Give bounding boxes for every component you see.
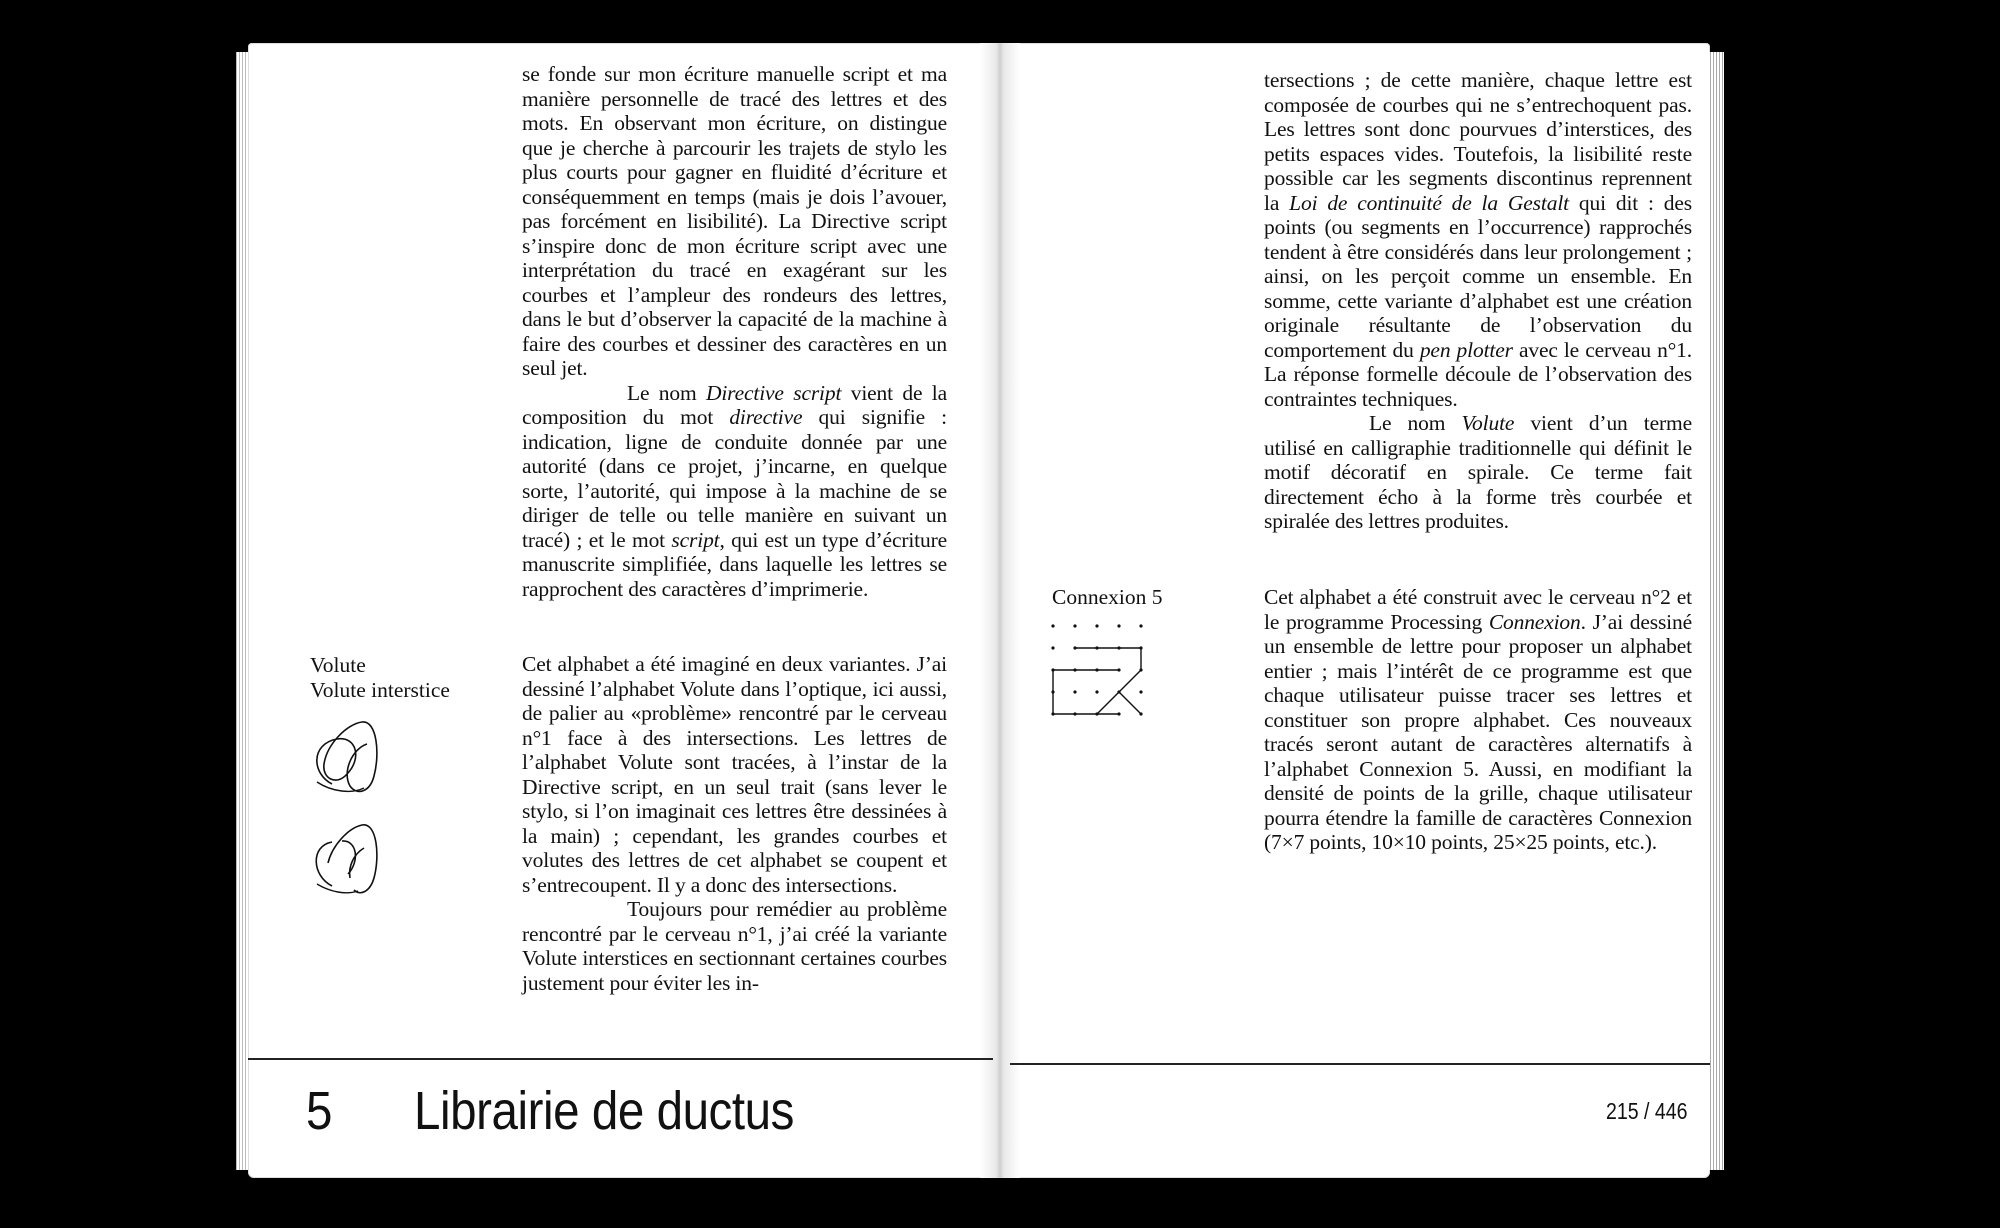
italic-run: directive [729,405,803,429]
right-body-column-bottom [1264,585,1692,855]
chapter-title: Librairie de ductus [414,1081,794,1141]
text-run: avec le cerveau n°1. La réponse formelle découle de l’observation des contraintes techniques. [1264,337,1692,411]
paragraph [1264,411,1692,534]
footer-rule-left [248,1058,993,1060]
connexion-grid-glyph-icon [1048,618,1158,734]
paragraph: se fonde sur mon écriture manuelle script et ma manière personnelle de tracé des lettres et des mots. En observant mon écriture, on distingue que je cherche à parcourir les trajets de stylo les plus courts pour gagner en fluidité d’écriture et conséquemment en temps (mais je dois l’avouer, pas forcément en lisibilité). La Directive script s’inspire donc de mon écriture script avec une interprétation du tracé en exagérant sur les courbes et l’ampleur des rondeurs des lettres, dans le but d’observer la capacité de la machine à faire des courbes et dessiner des caractères en un seul jet. [522,62,947,380]
paragraph [1264,68,1692,411]
text-run: Le nom [627,380,706,405]
paragraph: Cet alphabet a été imaginé en deux variantes. J’ai dessiné l’alphabet Volute dans l’optique, ici aussi, de palier au «problème» rencontré par le cerveau n°1 face à des intersections. Les lettres de l’alphabet Volute sont tracées, à l’instar de la Directive script, en un seul trait (sans lever le stylo, si l’on imaginait ces lettres être dessinées à la main) ; cependant, les grandes courbes et volutes des lettres de cet alphabet se coupent et s’entrecoupent. Il y a donc des intersections. [522,652,947,897]
page-number: 215 / 446 [1606,1098,1688,1124]
italic-run: Volute [1461,411,1515,435]
left-body-column-top [522,62,947,601]
chapter-number: 5 [306,1081,333,1141]
book-gutter [980,43,1020,1178]
paragraph [522,381,947,602]
italic-run: Loi de continuité de la Gestalt [1289,190,1569,215]
footer-rule-right [1010,1063,1710,1065]
volute-glyph-icon [302,714,392,804]
text-run: qui dit : des points (ou segments en l’occurrence) rapprochés tendent à être considérés dans leur prolongement ; ainsi, on les perçoit comme un ensemble. En somme, cette variante d’alphabet est une création originale résultante de l’observation du comportement du [1264,190,1692,362]
text-run: tersections ; de cette manière, chaque lettre est composée de courbes qui ne s’entrechoquent pas. Les lettres sont donc pourvues d’interstices, des petits espaces vides. Toutefois, la lisibilité reste possible car les segments discontinus reprennent la [1264,68,1692,215]
side-caption-connexion: Connexion 5 [1052,585,1163,609]
paragraph [1264,585,1692,855]
right-body-column-top [1264,68,1692,534]
left-body-column-bottom [522,652,947,995]
paragraph: Toujours pour remédier au problème rencontré par le cerveau n°1, j’ai créé la variante Volute interstices en sectionnant certaines courbes justement pour éviter les in- [522,897,947,995]
italic-run: pen plotter [1419,337,1513,362]
italic-run: script [671,527,720,552]
text-run: vient d’un terme utilisé en calligraphie traditionnelle qui définit le motif décoratif en spirale. Ce terme fait directement écho à la forme très courbée et spiralée des lettres produites. [1264,411,1692,533]
volute-interstice-glyph-icon [302,816,392,906]
text-run: Cet alphabet a été construit avec le cerveau n°2 et le programme Processing [1264,585,1692,634]
text-run: vient de la composition du mot [522,380,947,429]
italic-run: Connexion [1488,609,1581,634]
italic-run: Directive script [705,380,842,405]
side-caption-volute [310,653,450,702]
text-run: . J’ai dessiné un ensemble de lettre pour proposer un alphabet entier ; mais l’intérêt de ce programme est que chaque utilisateur puisse tracer ses lettres et constituer son propre alphabet. Ces nouveaux tracés seront autant de caractères alternatifs à l’alphabet Connexion 5. Aussi, en modifiant la densité de points de la grille, chaque utilisateur pourra étendre la famille de caractères Connexion (7×7 points, 10×10 points, 25×25 points, etc.). [1264,609,1692,854]
text-run: qui signifie : indication, ligne de conduite donnée par une autorité (dans ce projet, j’incarne, en quelque sorte, l’autorité, qui impose à la machine de se diriger de telle ou telle manière en suivant un tracé) ; et le mot [522,405,947,552]
page-edges-right [1708,52,1724,1170]
caption-volute-interstice: Volute interstice [310,677,450,702]
text-run: , qui est un type d’écriture manuscrite simplifiée, dans laquelle les lettres se rapprochent des caractères d’imprimerie. [522,527,947,601]
caption-volute: Volute [310,653,366,677]
text-run: Le nom [1369,411,1462,435]
